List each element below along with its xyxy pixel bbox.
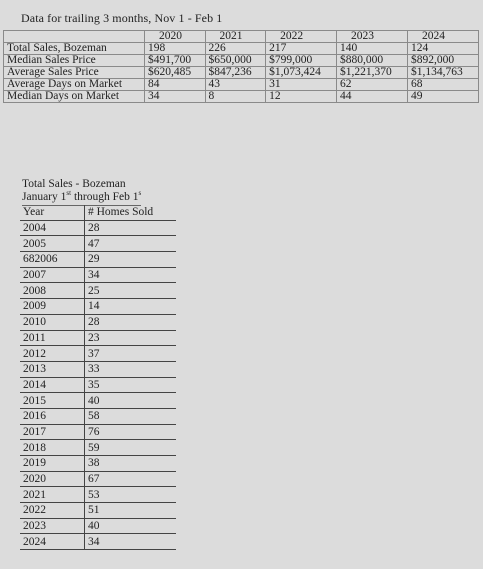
table-cell: $1,134,763 — [408, 67, 479, 79]
table-cell: 84 — [145, 79, 206, 91]
header-blank-cell — [4, 31, 145, 43]
homes-sold-cell: 14 — [85, 299, 177, 315]
table-cell: 43 — [205, 79, 266, 91]
table-row — [20, 471, 176, 487]
homes-sold-cell: 23 — [85, 330, 177, 346]
year-cell: 2024 — [20, 534, 85, 550]
homes-sold-cell: 38 — [85, 456, 177, 472]
table-row — [20, 393, 176, 409]
table-row — [20, 299, 176, 315]
homes-sold-column-header: # Homes Sold — [85, 205, 177, 220]
table-row — [20, 487, 176, 503]
year-cell: 2008 — [20, 283, 85, 299]
table-row — [4, 91, 479, 103]
table-row — [4, 55, 479, 67]
table-row — [20, 440, 176, 456]
row-label: Total Sales, Bozeman — [4, 43, 145, 55]
table-cell: $799,000 — [266, 55, 337, 67]
table-row — [20, 236, 176, 252]
year-cell: 2022 — [20, 503, 85, 519]
homes-sold-cell: 40 — [85, 518, 177, 534]
table-row — [20, 220, 176, 236]
homes-sold-cell: 59 — [85, 440, 177, 456]
year-column-header: Year — [20, 205, 85, 220]
bottom-table-caption — [22, 178, 141, 206]
year-cell: 2005 — [20, 236, 85, 252]
homes-sold-cell: 28 — [85, 314, 177, 330]
year-cell: 2009 — [20, 299, 85, 315]
year-header: 2024 — [408, 31, 479, 43]
homes-sold-cell: 37 — [85, 346, 177, 362]
homes-sold-cell: 34 — [85, 534, 177, 550]
table-cell: 68 — [408, 79, 479, 91]
year-cell: 2011 — [20, 330, 85, 346]
table-row — [20, 377, 176, 393]
table-cell: 140 — [337, 43, 408, 55]
row-label: Average Sales Price — [4, 67, 145, 79]
year-cell: 2021 — [20, 487, 85, 503]
year-cell: 2010 — [20, 314, 85, 330]
table-cell: $847,236 — [205, 67, 266, 79]
table-cell: 44 — [337, 91, 408, 103]
table-cell: 226 — [205, 43, 266, 55]
table-cell: 12 — [266, 91, 337, 103]
table-row — [20, 534, 176, 550]
year-cell: 2004 — [20, 220, 85, 236]
table-cell: $620,485 — [145, 67, 206, 79]
year-cell: 2016 — [20, 408, 85, 424]
bottom-table-subtitle: January 1st through Feb 1$^s$ — [22, 191, 141, 206]
table-cell: $491,700 — [145, 55, 206, 67]
row-label: Median Days on Market — [4, 91, 145, 103]
homes-sold-cell: 58 — [85, 408, 177, 424]
homes-sold-cell: 51 — [85, 503, 177, 519]
homes-sold-cell: 76 — [85, 424, 177, 440]
year-header: 2023 — [337, 31, 408, 43]
table-row — [20, 503, 176, 519]
table-cell: 217 — [266, 43, 337, 55]
table-row — [20, 330, 176, 346]
year-cell: 2020 — [20, 471, 85, 487]
table-cell: $650,000 — [205, 55, 266, 67]
market-stats-table — [3, 30, 479, 103]
year-cell: 2018 — [20, 440, 85, 456]
year-header-row — [4, 31, 479, 43]
annual-sales-table — [20, 205, 176, 550]
year-cell: 2012 — [20, 346, 85, 362]
year-cell: 682006 — [20, 252, 85, 268]
table-cell: 198 — [145, 43, 206, 55]
year-header: 2022 — [266, 31, 337, 43]
table-row — [20, 424, 176, 440]
homes-sold-cell: 28 — [85, 220, 177, 236]
table-cell: $892,000 — [408, 55, 479, 67]
table-cell: 34 — [145, 91, 206, 103]
bottom-table-title: Total Sales - Bozeman — [22, 178, 126, 190]
row-label: Median Sales Price — [4, 55, 145, 67]
table-row — [4, 79, 479, 91]
table-cell: 62 — [337, 79, 408, 91]
homes-sold-cell: 35 — [85, 377, 177, 393]
homes-sold-cell: 33 — [85, 361, 177, 377]
table-row — [20, 346, 176, 362]
year-cell: 2015 — [20, 393, 85, 409]
year-header: 2021 — [205, 31, 266, 43]
table-row — [20, 518, 176, 534]
table-row — [20, 456, 176, 472]
table-cell: $1,221,370 — [337, 67, 408, 79]
year-cell: 2014 — [20, 377, 85, 393]
homes-sold-cell: 47 — [85, 236, 177, 252]
table-row — [20, 408, 176, 424]
table-cell: 31 — [266, 79, 337, 91]
table-row — [20, 267, 176, 283]
homes-sold-cell: 40 — [85, 393, 177, 409]
year-cell: 2023 — [20, 518, 85, 534]
table-cell: 124 — [408, 43, 479, 55]
homes-sold-cell: 29 — [85, 252, 177, 268]
table-row — [4, 67, 479, 79]
table-cell: $880,000 — [337, 55, 408, 67]
table-cell: 49 — [408, 91, 479, 103]
year-cell: 2013 — [20, 361, 85, 377]
year-cell: 2007 — [20, 267, 85, 283]
table-row — [4, 43, 479, 55]
row-label: Average Days on Market — [4, 79, 145, 91]
table-row — [20, 252, 176, 268]
year-header: 2020 — [145, 31, 206, 43]
table-row — [20, 361, 176, 377]
homes-sold-cell: 25 — [85, 283, 177, 299]
top-table-caption: Data for trailing 3 months, Nov 1 - Feb 1 — [21, 11, 223, 25]
homes-sold-cell: 53 — [85, 487, 177, 503]
year-cell: 2019 — [20, 456, 85, 472]
table-row — [20, 283, 176, 299]
homes-sold-cell: 34 — [85, 267, 177, 283]
table-cell: 8 — [205, 91, 266, 103]
year-cell: 2017 — [20, 424, 85, 440]
homes-sold-cell: 67 — [85, 471, 177, 487]
table-row — [20, 314, 176, 330]
table-cell: $1,073,424 — [266, 67, 337, 79]
annual-sales-header-row — [20, 205, 176, 220]
